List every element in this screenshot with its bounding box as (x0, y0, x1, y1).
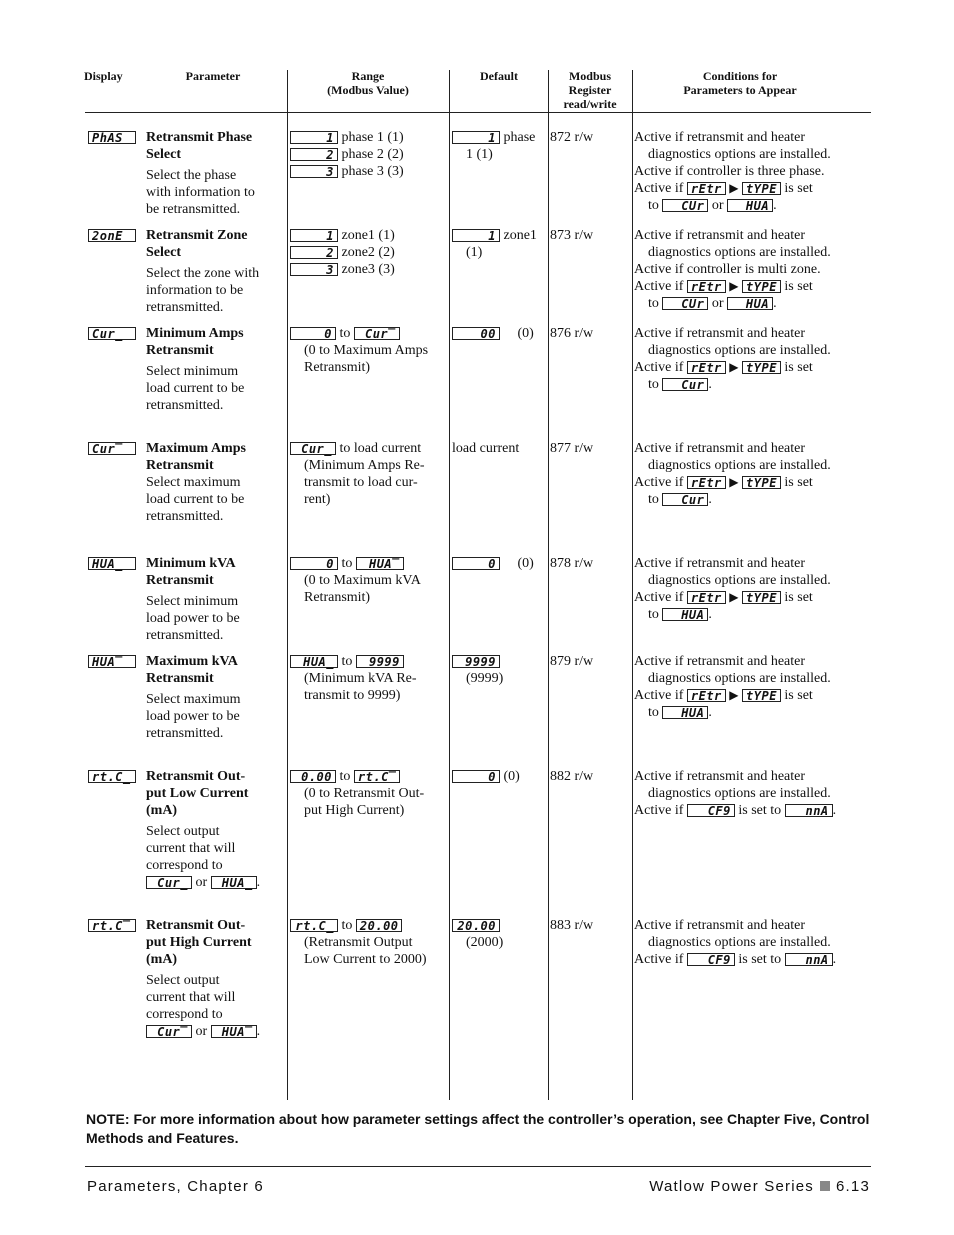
lcd-display-code: 2onE (88, 229, 136, 242)
modbus-register: 877 r/w (550, 441, 594, 456)
default-cell: 00 (0) (452, 325, 534, 342)
modbus-register: 879 r/w (550, 654, 594, 669)
lcd-value: 0 (290, 327, 336, 340)
lcd-value: 1 (452, 131, 500, 144)
lcd-value: 3 (290, 263, 338, 276)
modbus-register: 876 r/w (550, 326, 594, 341)
modbus-register: 873 r/w (550, 228, 594, 243)
header-range-line2: (Modbus Value) (327, 83, 409, 97)
parameter-name: Maximum kVA Retransmit (146, 654, 238, 686)
page-number: 6.13 (836, 1178, 870, 1195)
conditions-cell: Active if retransmit and heater diagnostics options are installed. Active if CF9 is set to nnA . (634, 918, 837, 967)
lcd-value: 0.00 (290, 770, 336, 783)
default-cell: 20.00 (2000) (452, 917, 503, 951)
footer-right (649, 1178, 870, 1195)
footer-left: Parameters, Chapter 6 (87, 1178, 264, 1195)
default-cell: 9999 (9999) (452, 653, 503, 687)
parameter-name: Retransmit Zone Select (146, 228, 248, 260)
parameter-name: Minimum kVA Retransmit (146, 556, 236, 588)
lcd-param: tYPE (742, 689, 781, 702)
parameter-name: Maximum Amps Retransmit (146, 441, 246, 473)
lcd-value: HUA (662, 706, 708, 719)
arrow-right-icon: ▶ (729, 360, 739, 374)
header-cond-line1: Conditions for (702, 69, 778, 83)
header-modbus-line3: read/write (563, 97, 617, 111)
lcd-menu: CF9 (687, 804, 735, 817)
lcd-value: nnA (785, 804, 833, 817)
header-default: Default (480, 69, 518, 83)
note-text: NOTE: For more information about how parameter settings affect the controller’s operation, see Chapter Five, Control Methods and Features. (86, 1111, 870, 1146)
lcd-value: rt.C_ (290, 919, 338, 932)
lcd-value: 0 (452, 770, 500, 783)
column-divider (548, 70, 549, 1100)
lcd-value: 0 (452, 557, 500, 570)
header-rule (85, 112, 871, 113)
default-cell: 1 zone1 (1) (452, 227, 537, 261)
arrow-right-icon: ▶ (729, 279, 739, 293)
header-modbus (550, 69, 630, 111)
range-cell: HUA_ to 9999 (Minimum kVA Re- transmit to 9999) (290, 653, 417, 704)
lcd-value: Cur‾ (146, 1025, 192, 1038)
lcd-display-code: rt.C_ (88, 770, 136, 783)
lcd-value: HUA (727, 297, 773, 310)
lcd-value: HUA (662, 608, 708, 621)
arrow-right-icon: ▶ (729, 590, 739, 604)
lcd-value: CUr (662, 199, 708, 212)
lcd-menu: rEtr (687, 476, 726, 489)
lcd-menu: rEtr (687, 182, 726, 195)
range-cell: 1 phase 1 (1) 2 phase 2 (2) 3 phase 3 (3) (290, 129, 404, 180)
parameter-description: Select the phase with information to be retransmitted. (146, 168, 255, 217)
parameter-description: Select the zone with information to be retransmitted. (146, 266, 260, 315)
column-divider (632, 70, 633, 1100)
lcd-value: 2 (290, 246, 338, 259)
arrow-right-icon: ▶ (729, 475, 739, 489)
conditions-cell: Active if retransmit and heater diagnostics options are installed. Active if rEtr ▶ tYPE is set to Cur . (634, 441, 831, 507)
default-cell: 0 (0) (452, 768, 520, 785)
lcd-value: Cur_ (290, 442, 336, 455)
lcd-value: Cur‾ (354, 327, 400, 340)
lcd-param: tYPE (742, 476, 781, 489)
header-range-line1: Range (351, 69, 385, 83)
conditions-cell: Active if retransmit and heater diagnostics options are installed. Active if rEtr ▶ tYPE is set to HUA . (634, 556, 831, 622)
range-cell: Cur_ to load current (Minimum Amps Re- transmit to load cur- rent) (290, 440, 425, 508)
parameter-description: Select maximum load power to be retransmitted. (146, 692, 241, 741)
parameter-description: Select output current that will correspond to Cur‾ or HUA‾ . (146, 973, 261, 1039)
column-divider (287, 70, 288, 1100)
lcd-value: rt.C‾ (354, 770, 400, 783)
parameter-description: Select output current that will correspond to Cur_ or HUA_ . (146, 824, 261, 890)
conditions-cell: Active if retransmit and heater diagnostics options are installed. Active if rEtr ▶ tYPE is set to Cur . (634, 326, 831, 392)
header-modbus-line2: Register (568, 83, 612, 97)
lcd-value: HUA‾ (356, 557, 404, 570)
lcd-value: 00 (452, 327, 500, 340)
lcd-display-code: HUA_ (88, 557, 136, 570)
lcd-display-code: HUA‾ (88, 655, 136, 668)
modbus-register: 883 r/w (550, 918, 594, 933)
arrow-right-icon: ▶ (729, 688, 739, 702)
lcd-value: 9999 (356, 655, 404, 668)
lcd-value: 1 (452, 229, 500, 242)
column-divider (449, 70, 450, 1100)
lcd-value: HUA_ (290, 655, 338, 668)
parameter-name: Retransmit Out- put Low Current (mA) (146, 769, 249, 818)
modbus-register: 878 r/w (550, 556, 594, 571)
header-display: Display (84, 69, 123, 83)
lcd-value: HUA‾ (211, 1025, 257, 1038)
lcd-display-code: rt.C‾ (88, 919, 136, 932)
default-cell: load current (452, 441, 520, 456)
lcd-param: tYPE (742, 182, 781, 195)
conditions-cell: Active if retransmit and heater diagnostics options are installed. Active if rEtr ▶ tYPE is set to HUA . (634, 654, 831, 720)
lcd-display-code: Cur‾ (88, 442, 136, 455)
lcd-menu: rEtr (687, 361, 726, 374)
lcd-menu: rEtr (687, 689, 726, 702)
lcd-value: 1 (290, 131, 338, 144)
parameter-description: Select minimum load current to be retransmitted. (146, 364, 245, 413)
range-cell: rt.C_ to 20.00 (Retransmit Output Low Current to 2000) (290, 917, 426, 968)
lcd-value: HUA_ (211, 876, 257, 889)
lcd-param: tYPE (742, 591, 781, 604)
lcd-value: 20.00 (452, 919, 500, 932)
arrow-right-icon: ▶ (729, 181, 739, 195)
parameter-description: Select minimum load power to be retransmitted. (146, 594, 240, 643)
footer-brand: Watlow Power Series (649, 1178, 814, 1195)
lcd-value: 9999 (452, 655, 500, 668)
conditions-cell: Active if retransmit and heater diagnostics options are installed. Active if controller is three phase. Active if rEtr ▶ tYPE is set to CUr or HUA . (634, 130, 831, 213)
lcd-menu: CF9 (687, 953, 735, 966)
parameter-name: Retransmit Out- put High Current (mA) (146, 918, 252, 967)
header-modbus-line1: Modbus (568, 69, 612, 83)
range-cell: 0.00 to rt.C‾ (0 to Retransmit Out- put High Current) (290, 768, 424, 819)
lcd-display-code: Cur_ (88, 327, 136, 340)
lcd-display-code: PhAS (88, 131, 136, 144)
lcd-value: Cur (662, 493, 708, 506)
modbus-register: 882 r/w (550, 769, 594, 784)
lcd-param: tYPE (742, 361, 781, 374)
lcd-value: 20.00 (356, 919, 402, 932)
default-cell: 0 (0) (452, 555, 534, 572)
lcd-value: CUr (662, 297, 708, 310)
lcd-value: HUA (727, 199, 773, 212)
header-conditions (634, 69, 846, 97)
footer-rule (85, 1166, 871, 1167)
range-cell: 0 to Cur‾ (0 to Maximum Amps Retransmit) (290, 325, 428, 376)
header-cond-line2: Parameters to Appear (683, 83, 797, 97)
parameter-description: Select maximum load current to be retransmitted. (146, 475, 245, 524)
square-bullet-icon (820, 1181, 830, 1191)
header-range (290, 69, 446, 97)
parameter-name: Retransmit Phase Select (146, 130, 253, 162)
lcd-value: Cur (662, 378, 708, 391)
lcd-value: 2 (290, 148, 338, 161)
lcd-value: 0 (290, 557, 338, 570)
lcd-value: nnA (785, 953, 833, 966)
lcd-value: Cur_ (146, 876, 192, 889)
lcd-menu: rEtr (687, 280, 726, 293)
lcd-value: 1 (290, 229, 338, 242)
range-cell: 1 zone1 (1) 2 zone2 (2) 3 zone3 (3) (290, 227, 395, 278)
lcd-value: 3 (290, 165, 338, 178)
lcd-menu: rEtr (687, 591, 726, 604)
default-cell: 1 phase 1 (1) (452, 129, 535, 163)
conditions-cell: Active if retransmit and heater diagnostics options are installed. Active if CF9 is set to nnA . (634, 769, 837, 818)
lcd-param: tYPE (742, 280, 781, 293)
parameter-name: Minimum Amps Retransmit (146, 326, 244, 358)
header-parameter: Parameter (185, 69, 241, 83)
conditions-cell: Active if retransmit and heater diagnostics options are installed. Active if controller is multi zone. Active if rEtr ▶ tYPE is set to CUr or HUA . (634, 228, 831, 311)
modbus-register: 872 r/w (550, 130, 594, 145)
range-cell: 0 to HUA‾ (0 to Maximum kVA Retransmit) (290, 555, 421, 606)
